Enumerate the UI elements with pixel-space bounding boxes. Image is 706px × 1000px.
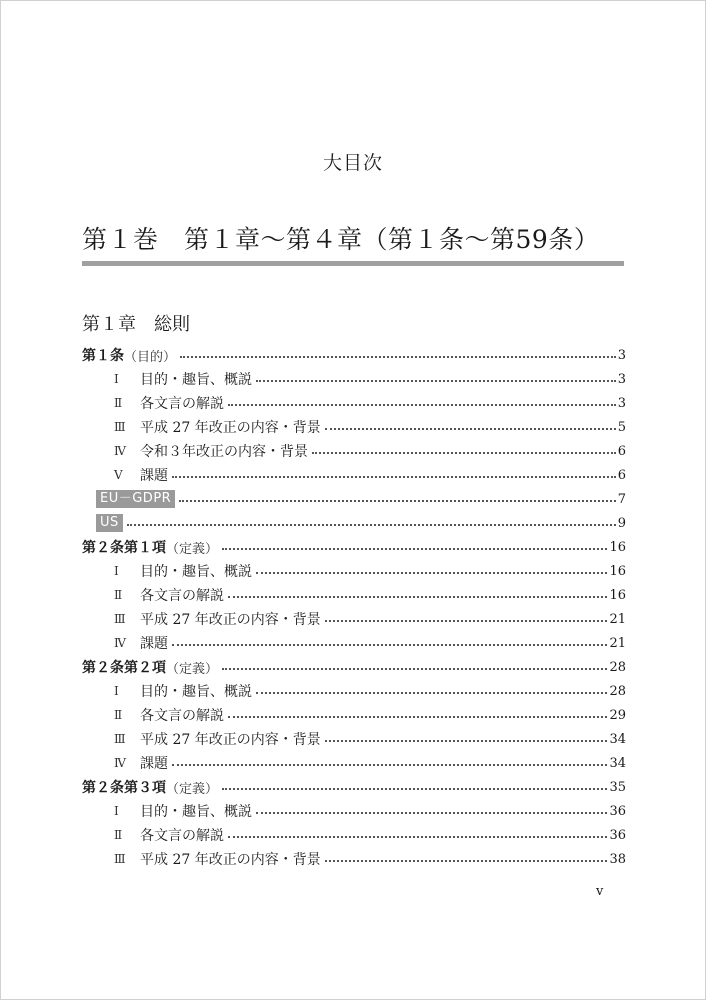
toc-section-numeral: Ⅲ (114, 420, 126, 434)
toc-section-title: 目的・趣旨、概説 (140, 564, 252, 580)
toc-section-title: 令和３年改正の内容・背景 (140, 444, 308, 460)
toc-section-entry[interactable] (82, 679, 626, 703)
toc-section-entry[interactable] (82, 463, 626, 487)
toc-section-title: 各文言の解説 (140, 588, 224, 604)
dot-leader (256, 380, 616, 382)
toc-page-number: 36 (609, 803, 626, 819)
toc-page-number: 21 (609, 635, 626, 651)
dot-leader (222, 668, 607, 670)
toc-section-entry[interactable] (82, 631, 626, 655)
dot-leader (222, 548, 607, 550)
toc-article-caption: （定義） (166, 781, 219, 797)
volume-rule (82, 261, 624, 266)
toc-article-entry[interactable] (82, 775, 626, 799)
dot-leader (172, 644, 607, 646)
dot-leader (256, 812, 607, 814)
toc-page-number: 21 (609, 611, 626, 627)
dot-leader (180, 356, 616, 358)
toc-region-tag: EU－GDPR (96, 490, 175, 508)
toc-section-title: 各文言の解説 (140, 828, 224, 844)
toc-article-entry[interactable] (82, 535, 626, 559)
toc-article-caption: （定義） (166, 541, 219, 557)
toc-section-entry[interactable] (82, 847, 626, 871)
toc-section-numeral: Ⅴ (114, 468, 123, 482)
toc-section-numeral: Ⅰ (114, 372, 119, 386)
toc-section-title: 課題 (140, 468, 168, 484)
toc-section-entry[interactable] (82, 583, 626, 607)
toc-section-numeral: Ⅰ (114, 564, 119, 578)
toc-page-number: 16 (609, 587, 626, 603)
volume-title: 第１巻 第１章～第４章（第１条～第59条） (82, 225, 600, 254)
toc-page-number: 34 (609, 755, 626, 771)
toc-section-title: 平成 27 年改正の内容・背景 (140, 852, 321, 868)
dot-leader (228, 404, 616, 406)
toc-section-numeral: Ⅳ (114, 444, 126, 458)
toc-section-title: 目的・趣旨、概説 (140, 684, 252, 700)
dot-leader (172, 476, 616, 478)
toc-section-title: 各文言の解説 (140, 708, 224, 724)
toc-page-number: 3 (617, 371, 626, 387)
dot-leader (325, 860, 608, 862)
dot-leader (256, 572, 607, 574)
toc-section-entry[interactable] (82, 391, 626, 415)
toc-page-number: 3 (617, 347, 626, 363)
toc-section-title: 平成 27 年改正の内容・背景 (140, 612, 321, 628)
toc-page-number: 7 (617, 491, 626, 507)
toc-page-number: 16 (609, 563, 626, 579)
toc-section-title: 平成 27 年改正の内容・背景 (140, 732, 321, 748)
toc-page-number: 36 (609, 827, 626, 843)
toc-article-title: 第２条第２項 (82, 660, 166, 676)
toc-region-entry[interactable] (82, 487, 626, 511)
toc-page-number: 3 (617, 395, 626, 411)
toc-section-entry[interactable] (82, 703, 626, 727)
toc-section-numeral: Ⅰ (114, 804, 119, 818)
toc-section-title: 課題 (140, 636, 168, 652)
toc-article-title: 第１条 (82, 348, 124, 364)
toc-section-numeral: Ⅱ (114, 708, 123, 722)
toc-article-entry[interactable] (82, 343, 626, 367)
toc-section-numeral: Ⅲ (114, 732, 126, 746)
dot-leader (228, 836, 607, 838)
dot-leader (228, 596, 607, 598)
toc-page-number: 29 (609, 707, 626, 723)
dot-leader (228, 716, 607, 718)
toc-region-entry[interactable] (82, 511, 626, 535)
toc-section-entry[interactable] (82, 799, 626, 823)
toc-page-number: 6 (617, 467, 626, 483)
toc-page-number: 6 (617, 443, 626, 459)
dot-leader (222, 788, 607, 790)
dot-leader (312, 452, 616, 454)
toc-page-number: 38 (609, 851, 626, 867)
toc-page-number: 28 (609, 683, 626, 699)
toc-section-entry[interactable] (82, 727, 626, 751)
toc-article-title: 第２条第３項 (82, 780, 166, 796)
toc-section-numeral: Ⅰ (114, 684, 119, 698)
toc-section-numeral: Ⅱ (114, 396, 123, 410)
dot-leader (325, 740, 608, 742)
dot-leader (325, 428, 616, 430)
toc-section-title: 目的・趣旨、概説 (140, 804, 252, 820)
toc-section-title: 平成 27 年改正の内容・背景 (140, 420, 321, 436)
toc-section-entry[interactable] (82, 751, 626, 775)
toc-region-tag: US (96, 514, 123, 532)
dot-leader (256, 692, 607, 694)
toc-section-entry[interactable] (82, 559, 626, 583)
toc-article-caption: （目的） (124, 349, 177, 365)
toc-section-entry[interactable] (82, 823, 626, 847)
toc-section-entry[interactable] (82, 439, 626, 463)
toc-page-number: 28 (609, 659, 626, 675)
toc-page-number: 5 (617, 419, 626, 435)
toc-page-number: 35 (609, 779, 626, 795)
toc-section-title: 各文言の解説 (140, 396, 224, 412)
toc-section-entry[interactable] (82, 415, 626, 439)
toc-section-numeral: Ⅲ (114, 612, 126, 626)
toc-page-number: 34 (609, 731, 626, 747)
dot-leader (172, 764, 607, 766)
toc-section-entry[interactable] (82, 607, 626, 631)
toc-article-entry[interactable] (82, 655, 626, 679)
toc-section-numeral: Ⅳ (114, 636, 126, 650)
page-heading: 大目次 (322, 152, 383, 174)
page-folio: v (596, 884, 604, 899)
toc-section-numeral: Ⅳ (114, 756, 126, 770)
toc-section-numeral: Ⅱ (114, 588, 123, 602)
toc-section-numeral: Ⅲ (114, 852, 126, 866)
table-of-contents (82, 343, 626, 871)
dot-leader (179, 500, 616, 502)
dot-leader (325, 620, 608, 622)
toc-section-title: 目的・趣旨、概説 (140, 372, 252, 388)
toc-page-number: 9 (617, 515, 626, 531)
toc-section-numeral: Ⅱ (114, 828, 123, 842)
dot-leader (127, 524, 616, 526)
toc-section-title: 課題 (140, 756, 168, 772)
chapter-title: 第１章 総則 (82, 314, 190, 335)
toc-section-entry[interactable] (82, 367, 626, 391)
toc-article-caption: （定義） (166, 661, 219, 677)
toc-page-number: 16 (609, 539, 626, 555)
toc-article-title: 第２条第１項 (82, 540, 166, 556)
